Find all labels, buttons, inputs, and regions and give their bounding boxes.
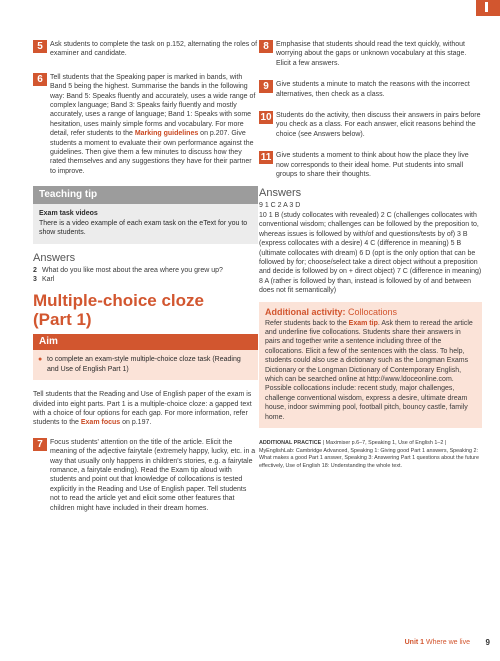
teaching-tip-heading: Teaching tip (33, 186, 258, 204)
answer-item: 3 Karl (33, 275, 55, 283)
answer-item: 2 What do you like most about the area where you grew up? (33, 266, 223, 274)
right-column (259, 40, 482, 470)
page-number: 9 (485, 638, 490, 647)
step-10 (259, 111, 482, 139)
aim-heading: Aim (33, 334, 258, 350)
exam-focus-link[interactable]: Exam focus (80, 419, 121, 427)
left-column (33, 40, 258, 513)
additional-practice: ADDITIONAL PRACTICE | Maximiser p.6–7, Speaking 1, Use of English 1–2 | MyEnglishLab: Cambridge Advanced, Speaking 1: Giving good Part 1 answers, Speaking 2: What makes a good Part 1 answer, Speaking 3: Answering Part 1 questions about the future effectively, Use of English 18: Understanding the whole text. (259, 440, 479, 469)
intro-paragraph: Tell students that the Reading and Use of English paper of the exam is divided into eight parts. Part 1 is a multiple-choice cloze: a gapped text with a choice of four options for each gap. For more information, refer students to the Exam focus on p.197. (33, 391, 252, 427)
step-text: Ask students to complete the task on p.152, alternating the roles of examiner and candidate. (50, 41, 258, 58)
step-number: 9 (259, 80, 273, 93)
step-text: Give students a moment to think about how the place they live now corresponds to their ideal home. Put students into small groups to share their thoughts. (276, 152, 469, 179)
step-number: 5 (33, 40, 47, 53)
step-11 (259, 151, 482, 179)
step-number: 7 (33, 438, 47, 451)
step-text: Focus students' attention on the title of the article. Elicit the meaning of the adjective fairytale (extremely happy, lucky, etc. in a way that usually only happens in children's stories, e.g. a fairytale romance, a fairytale ending). Read the Exam tip aloud with students and point out that knowledge of collocations is tested explicitly in the Reading and Use of English paper. Tell students not to read the article yet and elicit some other features that children might have included in their dream homes. (50, 438, 256, 512)
activity-text: Refer students back to the Exam tip. Ask them to reread the article and underline five collocations. Students share their answers in pairs and together write a sentence including three of the collocations. Elicit a few of the sentences with the class. To help, students could also use a dictionary such as the Longman Exams Dictionary or the Longman Dictionary of Contemporary English, which can be searched online at http://www.ldoceonline.com. Possible collocations include: recent study, major challenges, challenge conventional wisdom, express a desire, ultimate dream house, indoor swimming pool, football pitch, bouncy castle, family home. (265, 319, 473, 421)
additional-activity-box (259, 302, 482, 428)
step-7 (33, 438, 258, 513)
step-text: Students do the activity, then discuss their answers in pairs before you check as a class. For each answer, elicit reasons behind the choice (see Answers below). (276, 112, 481, 138)
teaching-tip-body (33, 204, 258, 243)
step-text: Give students a minute to match the reasons with the incorrect alternatives, then check as a class. (276, 81, 470, 98)
teaching-tip-title: Exam task videos (39, 210, 98, 218)
answer-line-10: 10 1 B (study collocates with revealed) 2 C (challenges collocates with conventional wisdom; challenges can be followed by the preposition to, whereas issues is followed by with/of and questions/tests by of) 3 B (express collocates with a desire) 4 C (difference in meaning) 5 B (ultimate collocates with dream) 6 D (opt is the only option that can be followed by for; choose/select take a direct object without a preposition and decide is followed by on + direct object) 7 C (difference in meaning) 8 A (rather is followed by than, instead is followed by of and between does not fit semantically) (259, 211, 482, 295)
aim-body: ● to complete an exam-style multiple-choice cloze task (Reading and Use of English Part 1) (33, 350, 258, 380)
step-5 (33, 40, 258, 59)
corner-tab-mark (485, 2, 488, 12)
step-number: 11 (260, 152, 272, 164)
answers-heading: Answers (33, 251, 76, 264)
step-9 (259, 80, 482, 99)
step-text: Emphasise that students should read the text quickly, without worrying about the gaps or unknown vocabulary at this stage. Elicit a few answers. (276, 41, 467, 67)
answers-heading: Answers (259, 187, 302, 200)
step-number: 8 (259, 40, 273, 53)
marking-guidelines-link[interactable]: Marking guidelines (134, 130, 199, 138)
bullet-icon: ● (38, 356, 43, 364)
teaching-tip-text: There is a video example of each exam task on the eText for you to show students. (39, 219, 248, 237)
exam-tip-link[interactable]: Exam tip (348, 319, 378, 327)
section-title: Multiple-choice cloze (Part 1) (33, 291, 204, 330)
teaching-tip-box (33, 186, 258, 243)
step-number: 6 (33, 73, 47, 86)
step-8 (259, 40, 482, 68)
footer-unit: Unit 1 Where we live (404, 639, 470, 646)
step-text: Tell students that the Speaking paper is marked in bands, with Band 5 being the highest. Summarise the bands in the following way: Band 5: Speaks fluently and accurately, uses a wide range of complex language; Band 3: Speaks fairly fluently and mostly accurately, uses a range of language; Band 1: Speaks with some hesitation, uses mainly simple forms and vocabulary. For more detail, refer students to the Marking guidelines on p.207. Give students a moment to evaluate their own performance against the guidelines. Then give them a few minutes to discuss how they rated themselves and any suggestions they have for their partner to improve. (50, 73, 256, 175)
step-6 (33, 73, 258, 176)
corner-tab (476, 0, 500, 16)
step-number: 10 (260, 112, 272, 124)
activity-title: Additional activity: Collocations (265, 306, 398, 317)
answer-line-9: 9 1 C 2 A 3 D (259, 202, 301, 210)
